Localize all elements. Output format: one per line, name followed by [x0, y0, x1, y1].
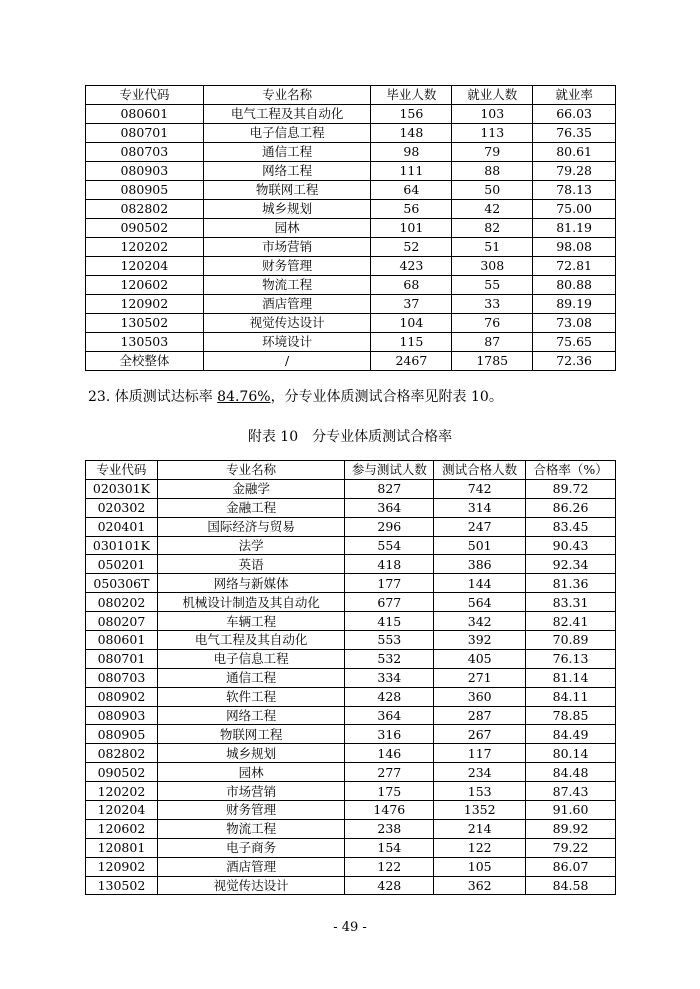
table-cell: 电子信息工程	[157, 649, 345, 668]
table-cell: 72.81	[533, 257, 616, 276]
table-cell: 120602	[86, 276, 204, 295]
table-cell: 城乡规划	[203, 200, 371, 219]
table-cell: 园林	[203, 219, 371, 238]
table-cell: 080905	[86, 181, 204, 200]
table-cell: 120204	[86, 801, 158, 820]
table-cell: 网络工程	[157, 706, 345, 725]
table-row	[86, 105, 616, 124]
table-row	[86, 555, 616, 574]
table-cell: 89.72	[526, 479, 616, 498]
table-caption: 附表 10 分专业体质测试合格率	[247, 429, 453, 445]
table-row	[86, 857, 616, 876]
table-row	[86, 257, 616, 276]
table-cell: 87.43	[526, 782, 616, 801]
table-cell: 554	[345, 536, 434, 555]
table-cell: 020302	[86, 498, 158, 517]
table-cell: 84.11	[526, 687, 616, 706]
table-cell: 144	[434, 574, 526, 593]
column-header: 专业代码	[86, 461, 158, 480]
table-cell: 428	[345, 876, 434, 895]
table-cell: 148	[371, 124, 452, 143]
table-cell: 090502	[86, 219, 204, 238]
table-cell: 296	[345, 517, 434, 536]
column-header: 就业人数	[452, 86, 533, 105]
table-cell: 金融工程	[157, 498, 345, 517]
fitness-pass-rate-table	[85, 460, 616, 895]
table-cell: 156	[371, 105, 452, 124]
table-row	[86, 314, 616, 333]
table-cell: 080701	[86, 124, 204, 143]
table-cell: 50	[452, 181, 533, 200]
table-cell: 080601	[86, 631, 158, 650]
table-cell: 机械设计制造及其自动化	[157, 593, 345, 612]
table-cell: 154	[345, 838, 434, 857]
table-cell: 277	[345, 763, 434, 782]
table-cell: 89.19	[533, 295, 616, 314]
table-cell: 122	[345, 857, 434, 876]
table-cell: 86.07	[526, 857, 616, 876]
table-cell: 76	[452, 314, 533, 333]
table-cell: 市场营销	[157, 782, 345, 801]
table-cell: 78.13	[533, 181, 616, 200]
table-cell: 81.14	[526, 668, 616, 687]
table-cell: 金融学	[157, 479, 345, 498]
table-cell: 405	[434, 649, 526, 668]
table-cell: 75.65	[533, 333, 616, 352]
table-row	[86, 687, 616, 706]
table-cell: 392	[434, 631, 526, 650]
table-cell: 362	[434, 876, 526, 895]
table-cell: 76.35	[533, 124, 616, 143]
table-cell: 553	[345, 631, 434, 650]
table-cell: 国际经济与贸易	[157, 517, 345, 536]
table-cell: 501	[434, 536, 526, 555]
table-cell: 564	[434, 593, 526, 612]
table-cell: 271	[434, 668, 526, 687]
table-cell: 33	[452, 295, 533, 314]
table-cell: 82.41	[526, 612, 616, 631]
table-cell: 酒店管理	[157, 857, 345, 876]
table-cell: 89.92	[526, 819, 616, 838]
table-cell: 117	[434, 744, 526, 763]
table-cell: 677	[345, 593, 434, 612]
table-cell: 364	[345, 498, 434, 517]
table-cell: 316	[345, 725, 434, 744]
table-cell: 视觉传达设计	[203, 314, 371, 333]
table-cell: 64	[371, 181, 452, 200]
table-row	[86, 219, 616, 238]
column-header: 参与测试人数	[345, 461, 434, 480]
table-cell: 73.08	[533, 314, 616, 333]
fitness-rate-note: 23. 体质测试达标率 84.76%，分专业体质测试合格率见附表 10。	[88, 389, 503, 405]
table-cell: 020401	[86, 517, 158, 536]
table-cell: 酒店管理	[203, 295, 371, 314]
table-cell: 环境设计	[203, 333, 371, 352]
table-cell: 120602	[86, 819, 158, 838]
table-row	[86, 782, 616, 801]
table-cell: 51	[452, 238, 533, 257]
table-cell: 386	[434, 555, 526, 574]
table-cell: 267	[434, 725, 526, 744]
table-header-row	[86, 86, 616, 105]
table-cell: 通信工程	[203, 143, 371, 162]
table-row	[86, 333, 616, 352]
table-cell: 98.08	[533, 238, 616, 257]
table-cell: 76.13	[526, 649, 616, 668]
table-row	[86, 593, 616, 612]
table-cell: 105	[434, 857, 526, 876]
table-cell: 1352	[434, 801, 526, 820]
table-cell: 080701	[86, 649, 158, 668]
table-cell: 080202	[86, 593, 158, 612]
column-header: 合格率（%）	[526, 461, 616, 480]
table-cell: 98	[371, 143, 452, 162]
table-cell: 130502	[86, 876, 158, 895]
table-cell: 84.49	[526, 725, 616, 744]
table-cell: 网络与新媒体	[157, 574, 345, 593]
table-cell: 56	[371, 200, 452, 219]
table-row	[86, 668, 616, 687]
table-cell: /	[203, 352, 371, 371]
table-cell: 080905	[86, 725, 158, 744]
table-cell: 物流工程	[203, 276, 371, 295]
table-cell: 75.00	[533, 200, 616, 219]
table-cell: 91.60	[526, 801, 616, 820]
table-cell: 111	[371, 162, 452, 181]
table-cell: 72.36	[533, 352, 616, 371]
table-cell: 080703	[86, 668, 158, 687]
table-cell: 080903	[86, 706, 158, 725]
table-cell: 园林	[157, 763, 345, 782]
table-row	[86, 725, 616, 744]
table-cell: 120801	[86, 838, 158, 857]
table-cell: 城乡规划	[157, 744, 345, 763]
table-cell: 030101K	[86, 536, 158, 555]
table-row	[86, 276, 616, 295]
table-cell: 364	[345, 706, 434, 725]
table-cell: 080601	[86, 105, 204, 124]
table-cell: 79	[452, 143, 533, 162]
employment-rate-table	[85, 85, 616, 371]
table-row	[86, 200, 616, 219]
table-cell: 物联网工程	[203, 181, 371, 200]
table-cell: 130502	[86, 314, 204, 333]
table-cell: 物联网工程	[157, 725, 345, 744]
table-cell: 物流工程	[157, 819, 345, 838]
table-cell: 84.48	[526, 763, 616, 782]
table-cell: 342	[434, 612, 526, 631]
table-cell: 287	[434, 706, 526, 725]
table-row	[86, 536, 616, 555]
table-cell: 83.45	[526, 517, 616, 536]
table-cell: 080903	[86, 162, 204, 181]
table-cell: 37	[371, 295, 452, 314]
column-header: 专业名称	[157, 461, 345, 480]
table-cell: 080703	[86, 143, 204, 162]
table-row	[86, 744, 616, 763]
table-cell: 81.36	[526, 574, 616, 593]
table-cell: 080902	[86, 687, 158, 706]
table-cell: 87	[452, 333, 533, 352]
table-header-row	[86, 461, 616, 480]
table-cell: 103	[452, 105, 533, 124]
column-header: 就业率	[533, 86, 616, 105]
table-cell: 92.34	[526, 555, 616, 574]
table-row	[86, 479, 616, 498]
table-row	[86, 574, 616, 593]
table-cell: 68	[371, 276, 452, 295]
table-cell: 742	[434, 479, 526, 498]
table-cell: 082802	[86, 200, 204, 219]
table-cell: 66.03	[533, 105, 616, 124]
table-cell: 101	[371, 219, 452, 238]
table-cell: 79.22	[526, 838, 616, 857]
table-cell: 120902	[86, 295, 204, 314]
table-cell: 113	[452, 124, 533, 143]
table-row	[86, 295, 616, 314]
table-cell: 全校整体	[86, 352, 204, 371]
table-cell: 415	[345, 612, 434, 631]
table-cell: 308	[452, 257, 533, 276]
table-cell: 1476	[345, 801, 434, 820]
table-cell: 车辆工程	[157, 612, 345, 631]
table-row	[86, 649, 616, 668]
table-cell: 115	[371, 333, 452, 352]
table-row	[86, 181, 616, 200]
table-row	[86, 838, 616, 857]
table-cell: 080207	[86, 612, 158, 631]
table-cell: 81.19	[533, 219, 616, 238]
table-cell: 020301K	[86, 479, 158, 498]
table-cell: 网络工程	[203, 162, 371, 181]
table-cell: 电气工程及其自动化	[203, 105, 371, 124]
column-header: 专业名称	[203, 86, 371, 105]
table-cell: 360	[434, 687, 526, 706]
table-cell: 电子信息工程	[203, 124, 371, 143]
table-cell: 177	[345, 574, 434, 593]
table-cell: 80.88	[533, 276, 616, 295]
table-cell: 82	[452, 219, 533, 238]
table-cell: 80.61	[533, 143, 616, 162]
table-cell: 86.26	[526, 498, 616, 517]
table-cell: 423	[371, 257, 452, 276]
table-row	[86, 801, 616, 820]
table-cell: 55	[452, 276, 533, 295]
page-number: - 49 -	[333, 920, 367, 935]
table-cell: 120204	[86, 257, 204, 276]
column-header: 测试合格人数	[434, 461, 526, 480]
table-cell: 83.31	[526, 593, 616, 612]
table-cell: 财务管理	[203, 257, 371, 276]
table-cell: 84.58	[526, 876, 616, 895]
table-cell: 视觉传达设计	[157, 876, 345, 895]
table-cell: 827	[345, 479, 434, 498]
table-cell: 050201	[86, 555, 158, 574]
table-cell: 英语	[157, 555, 345, 574]
table-cell: 130503	[86, 333, 204, 352]
table-cell: 80.14	[526, 744, 616, 763]
table-cell: 电子商务	[157, 838, 345, 857]
table-cell: 120202	[86, 238, 204, 257]
table-cell: 90.43	[526, 536, 616, 555]
table-cell: 428	[345, 687, 434, 706]
table-cell: 财务管理	[157, 801, 345, 820]
table-cell: 电气工程及其自动化	[157, 631, 345, 650]
table-cell: 334	[345, 668, 434, 687]
table-cell: 532	[345, 649, 434, 668]
table-row	[86, 706, 616, 725]
table-row	[86, 143, 616, 162]
table-row	[86, 631, 616, 650]
table-row	[86, 876, 616, 895]
table-cell: 050306T	[86, 574, 158, 593]
table-cell: 122	[434, 838, 526, 857]
table-cell: 79.28	[533, 162, 616, 181]
table-cell: 153	[434, 782, 526, 801]
table-row	[86, 763, 616, 782]
table-cell: 120202	[86, 782, 158, 801]
table-cell: 52	[371, 238, 452, 257]
table-cell: 120902	[86, 857, 158, 876]
column-header: 毕业人数	[371, 86, 452, 105]
table-cell: 238	[345, 819, 434, 838]
table-cell: 88	[452, 162, 533, 181]
fitness-rate-value: 84.76%	[217, 389, 271, 405]
table-cell: 2467	[371, 352, 452, 371]
table-cell: 1785	[452, 352, 533, 371]
table-row	[86, 124, 616, 143]
column-header: 专业代码	[86, 86, 204, 105]
table-cell: 175	[345, 782, 434, 801]
table-cell: 70.89	[526, 631, 616, 650]
table-cell: 214	[434, 819, 526, 838]
table-cell: 234	[434, 763, 526, 782]
table-cell: 法学	[157, 536, 345, 555]
table-cell: 418	[345, 555, 434, 574]
table-cell: 314	[434, 498, 526, 517]
table-row	[86, 238, 616, 257]
table-row	[86, 162, 616, 181]
table-row	[86, 498, 616, 517]
table-row	[86, 612, 616, 631]
table-cell: 247	[434, 517, 526, 536]
table-cell: 42	[452, 200, 533, 219]
table-cell: 78.85	[526, 706, 616, 725]
table-cell: 104	[371, 314, 452, 333]
table-cell: 146	[345, 744, 434, 763]
table-cell: 通信工程	[157, 668, 345, 687]
table-row	[86, 352, 616, 371]
table-cell: 软件工程	[157, 687, 345, 706]
table-row	[86, 517, 616, 536]
table-cell: 市场营销	[203, 238, 371, 257]
table-row	[86, 819, 616, 838]
table-cell: 082802	[86, 744, 158, 763]
table-cell: 090502	[86, 763, 158, 782]
